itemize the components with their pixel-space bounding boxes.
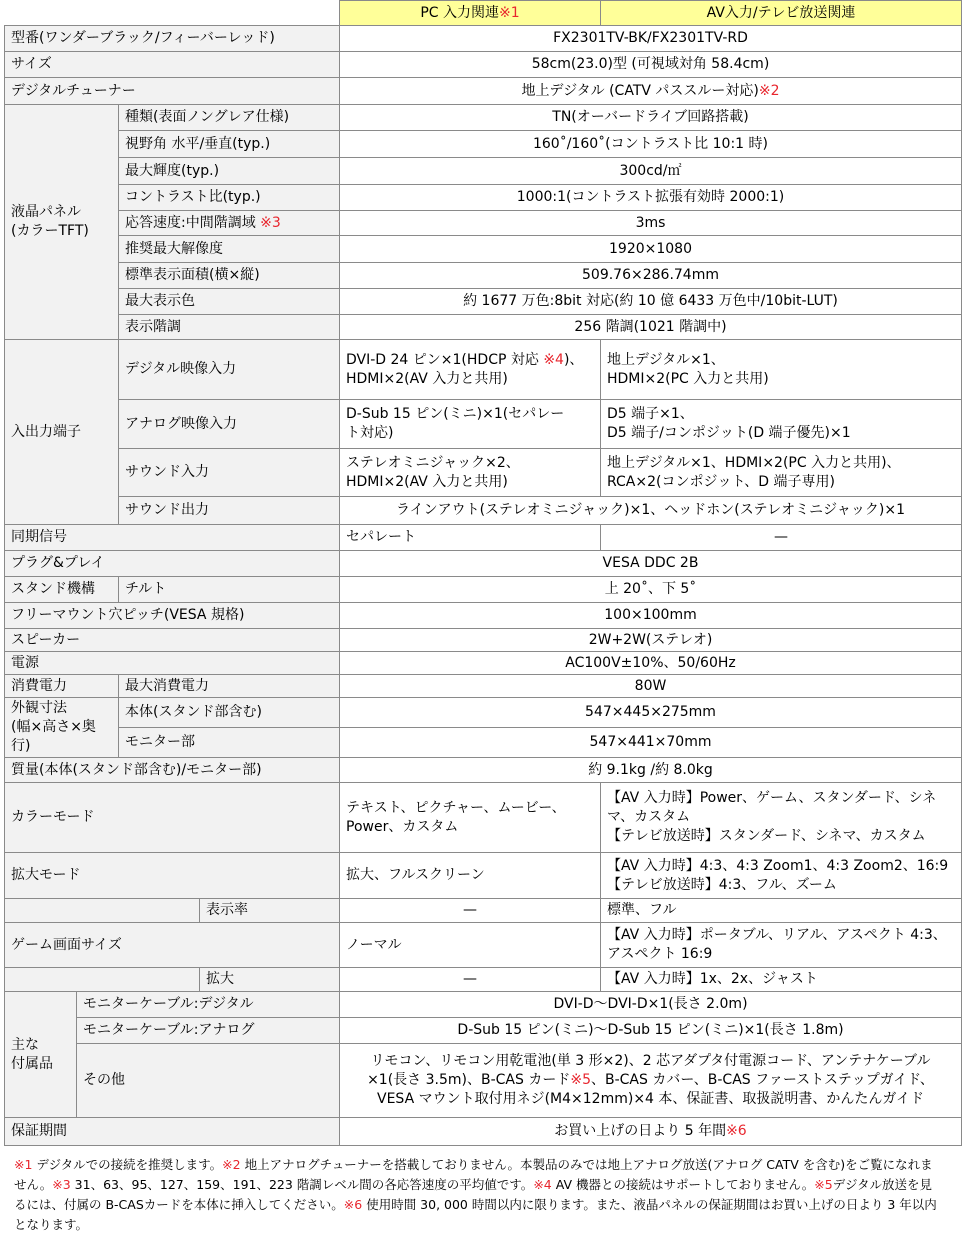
warranty-value-text: お買い上げの日より 5 年間 [554,1123,727,1139]
panel-row [5,185,962,211]
sound-in-av-line1: 地上デジタル×1、HDMI×2(PC 入力と共用)、 [607,454,901,471]
model-label: 型番(ワンダーブラック/フィーバーレッド) [5,26,340,52]
dimensions-label [5,698,119,758]
other-accessories-label: その他 [77,1044,340,1118]
panel-group-label-line1: 液晶パネル [11,204,81,220]
spec-row-model [5,26,962,52]
sound-in-pc-line2: HDMI×2(AV 入力と共用) [346,473,508,490]
spec-row-display-ratio [5,899,962,923]
game-size-av-line1: 【AV 入力時】ポータブル、リアル、アスペクト 4:3、 [607,927,947,943]
footnote-text: デジタル放送を見るには、付属の B-CASカードを本体に挿入してください。 [14,1177,932,1212]
spec-row-game-zoom [5,968,962,992]
game-size-av [601,923,962,968]
size-label: サイズ [5,52,340,78]
weight-label: 質量(本体(スタンド部含む)/モニター部) [5,758,340,783]
footnote-text: 使用時間 30, 000 時間以内に限ります。また、液晶パネルの保証期間はお買い上げの日より 3 年以内となります。 [14,1197,937,1232]
warranty-note-mark: ※6 [726,1123,747,1139]
sync-av: — [601,525,962,551]
footnote-mark: ※2 [222,1157,241,1172]
digital-video-av-line2: HDMI×2(PC 入力と共用) [607,370,769,387]
color-mode-label: カラーモード [5,783,340,853]
display-ratio-av: 標準、フル [601,899,962,923]
spec-row-color-mode [5,783,962,853]
io-group-label: 入出力端子 [5,340,119,525]
digital-video-note-mark: ※4 [543,351,564,368]
footnote-mark: ※1 [14,1157,33,1172]
sound-out-label: サウンド出力 [119,497,340,525]
accessories-row [5,992,962,1018]
consumption-label: 消費電力 [5,675,119,698]
other-accessories-line2a: ×1(長さ 3.5m)、B-CAS カード [367,1072,571,1088]
analog-video-pc [340,400,601,449]
dimensions-label-line1: 外観寸法 [11,700,67,716]
panel-group-label [5,105,119,340]
color-mode-pc-line1: テキスト、ピクチャー、ムービー、 [346,799,566,816]
game-zoom-label: 拡大 [200,968,340,992]
footnote-mark: ※6 [343,1197,363,1212]
tuner-label: デジタルチューナー [5,78,340,105]
game-zoom-spacer [5,968,200,992]
display-area-label: 標準表示面積(横×縦) [119,263,340,289]
spec-row-zoom-mode [5,853,962,899]
footnote-text: AV 機器との接続はサポートしておりません。 [551,1177,815,1192]
sound-in-pc [340,449,601,497]
digital-video-pc-text1: DVI-D 24 ピン×1(HDCP 対応 [346,351,544,368]
sync-pc: セパレート [340,525,601,551]
max-colors-value: 約 1677 万色:8bit 対応(約 10 億 6433 万色中/10bit-LUT) [340,289,962,315]
display-area-value: 509.76×286.74mm [340,263,962,289]
model-value: FX2301TV-BK/FX2301TV-RD [340,26,962,52]
footnote-mark: ※5 [814,1177,833,1192]
analog-video-pc-line1: D-Sub 15 ピン(ミニ)×1(セパレー [346,406,565,422]
color-mode-av [601,783,962,853]
sync-label: 同期信号 [5,525,340,551]
other-accessories-line3: VESA マウント取付用ネジ(M4×12mm)×4 本、保証書、取扱説明書、かんたんガイド [377,1091,924,1107]
footnote-text: 地上アナログチューナーを搭載しておりません。本製品のみでは地上アナログ放送(アナログ CATV を含む)をご覧になれません。 [14,1157,933,1192]
panel-type-label: 種類(表面ノングレア仕様) [119,105,340,131]
vesa-value: 100×100mm [340,603,962,629]
color-mode-pc [340,783,601,853]
panel-row [5,158,962,185]
zoom-mode-pc: 拡大、フルスクリーン [340,853,601,899]
tuner-value-text: 地上デジタル (CATV パススルー対応) [521,82,759,99]
cable-analog-label: モニターケーブル:アナログ [77,1018,340,1044]
zoom-mode-label: 拡大モード [5,853,340,899]
analog-video-av-line1: D5 端子×1、 [607,406,694,422]
b-cas-note-mark: ※5 [570,1072,591,1088]
dimensions-body-label: 本体(スタンド部含む) [119,698,340,728]
spec-table [4,0,962,1146]
color-mode-av-line2: マ、カスタム [607,809,691,825]
cable-analog-value: D-Sub 15 ピン(ミニ)〜D-Sub 15 ピン(ミニ)×1(長さ 1.8m) [340,1018,962,1044]
other-accessories-line2b: 、B-CAS カバー、B-CAS ファーストステップガイド、 [590,1072,934,1088]
display-ratio-label: 表示率 [200,899,340,923]
table-header-row [5,1,962,26]
warranty-value [340,1118,962,1146]
spec-row-stand [5,577,962,603]
stand-value: 上 20˚、下 5˚ [340,577,962,603]
zoom-mode-av-line2: 【テレビ放送時】4:3、フル、ズーム [607,876,837,893]
sound-in-pc-line1: ステレオミニジャック×2、 [346,454,520,471]
spec-row-speaker [5,629,962,652]
vesa-label: フリーマウント穴ピッチ(VESA 規格) [5,603,340,629]
io-row [5,400,962,449]
brightness-value: 300cd/㎡ [340,158,962,185]
panel-row [5,131,962,158]
digital-video-av-line1: 地上デジタル×1、 [607,351,725,368]
io-row [5,449,962,497]
panel-row [5,263,962,289]
power-label: 電源 [5,652,340,675]
response-time-note-mark: ※3 [260,214,281,231]
analog-video-pc-line2: ト対応) [346,425,394,441]
display-ratio-pc: — [340,899,601,923]
sound-out-value: ラインアウト(ステレオミニジャック)×1、ヘッドホン(ステレオミニジャック)×1 [340,497,962,525]
spec-row-plug [5,551,962,577]
resolution-label: 推奨最大解像度 [119,236,340,263]
panel-type-value: TN(オーバードライブ回路搭載) [340,105,962,131]
contrast-value: 1000:1(コントラスト拡張有効時 2000:1) [340,185,962,211]
io-row [5,497,962,525]
power-value: AC100V±10%、50/60Hz [340,652,962,675]
footnote-mark: ※3 [52,1177,71,1192]
spec-row-dimensions [5,698,962,728]
contrast-label: コントラスト比(typ.) [119,185,340,211]
gradation-label: 表示階調 [119,315,340,340]
panel-row [5,236,962,263]
header-av-input: AV入力/テレビ放送関連 [601,1,962,26]
brightness-label: 最大輝度(typ.) [119,158,340,185]
other-accessories-line1: リモコン、リモコン用乾電池(単 3 形×2)、2 芯アダプタ付電源コード、アンテナケーブル [370,1053,931,1069]
game-zoom-av: 【AV 入力時】1x、2x、ジャスト [601,968,962,992]
spec-row-consumption [5,675,962,698]
panel-row [5,105,962,131]
size-value: 58cm(23.0)型 (可視域対角 58.4cm) [340,52,962,78]
game-zoom-pc: — [340,968,601,992]
stand-sub-label: チルト [119,577,340,603]
viewing-angle-label: 視野角 水平/垂直(typ.) [119,131,340,158]
tuner-note-mark: ※2 [758,82,780,99]
max-colors-label: 最大表示色 [119,289,340,315]
sound-in-label: サウンド入力 [119,449,340,497]
spec-row-tuner [5,78,962,105]
viewing-angle-value: 160˚/160˚(コントラスト比 10:1 時) [340,131,962,158]
response-time-label [119,211,340,236]
tuner-value [340,78,962,105]
analog-video-av-line2: D5 端子/コンポジット(D 端子優先)×1 [607,425,851,441]
accessories-row [5,1044,962,1118]
consumption-value: 80W [340,675,962,698]
zoom-mode-av [601,853,962,899]
header-pc-input [340,1,601,26]
sound-in-av [601,449,962,497]
panel-row [5,211,962,236]
digital-video-pc [340,340,601,400]
header-pc-note-mark: ※1 [499,4,520,21]
dimensions-monitor-label: モニター部 [119,728,340,758]
io-row [5,340,962,400]
accessories-group-label [5,992,77,1118]
color-mode-av-line3: 【テレビ放送時】スタンダード、シネマ、カスタム [607,828,926,844]
resolution-value: 1920×1080 [340,236,962,263]
response-time-value: 3ms [340,211,962,236]
speaker-label: スピーカー [5,629,340,652]
footnote-mark: ※4 [533,1177,552,1192]
header-pc-label: PC 入力関連 [420,4,500,21]
panel-group-label-line2: (カラーTFT) [11,223,89,239]
warranty-label: 保証期間 [5,1118,340,1146]
game-size-pc: ノーマル [340,923,601,968]
spec-row-dimensions [5,728,962,758]
other-accessories-value [340,1044,962,1118]
accessories-label-line2: 付属品 [11,1055,53,1072]
accessories-row [5,1018,962,1044]
color-mode-pc-line2: Power、カスタム [346,818,459,835]
spec-row-size [5,52,962,78]
sound-in-av-line2: RCA×2(コンポジット、D 端子専用) [607,473,835,490]
dimensions-label-line2: (幅×高さ×奥行) [11,719,96,754]
analog-video-av [601,400,962,449]
gradation-value: 256 階調(1021 階調中) [340,315,962,340]
response-time-label-text: 応答速度:中間階調域 [125,214,261,231]
footnote-text: 31、63、95、127、159、191、223 階調レベル間の各応答速度の平均値です。 [70,1177,534,1192]
weight-value: 約 9.1kg /約 8.0kg [340,758,962,783]
digital-video-pc-text2: )、HDMI×2(AV 入力と共用) [346,351,584,387]
footnotes [14,1155,944,1235]
spec-row-vesa [5,603,962,629]
plug-value: VESA DDC 2B [340,551,962,577]
spec-row-game-size [5,923,962,968]
spec-row-sync [5,525,962,551]
plug-label: プラグ&プレイ [5,551,340,577]
panel-row [5,289,962,315]
spec-row-warranty [5,1118,962,1146]
panel-row [5,315,962,340]
header-blank-cell [5,1,340,26]
game-size-av-line2: アスペクト 16:9 [607,946,713,962]
dimensions-body-value: 547×445×275mm [340,698,962,728]
stand-label: スタンド機構 [5,577,119,603]
zoom-mode-av-line1: 【AV 入力時】4:3、4:3 Zoom1、4:3 Zoom2、16:9 [607,857,949,874]
dimensions-monitor-value: 547×441×70mm [340,728,962,758]
digital-video-av [601,340,962,400]
color-mode-av-line1: 【AV 入力時】Power、ゲーム、スタンダード、シネ [607,790,937,806]
spec-row-power [5,652,962,675]
cable-digital-label: モニターケーブル:デジタル [77,992,340,1018]
accessories-label-line1: 主な [11,1036,39,1053]
footnote-text: デジタルでの接続を推奨します。 [32,1157,223,1172]
speaker-value: 2W+2W(ステレオ) [340,629,962,652]
cable-digital-value: DVI-D〜DVI-D×1(長さ 2.0m) [340,992,962,1018]
consumption-sub-label: 最大消費電力 [119,675,340,698]
digital-video-label: デジタル映像入力 [119,340,340,400]
spec-row-weight [5,758,962,783]
game-size-label: ゲーム画面サイズ [5,923,340,968]
display-ratio-spacer [5,899,200,923]
analog-video-label: アナログ映像入力 [119,400,340,449]
